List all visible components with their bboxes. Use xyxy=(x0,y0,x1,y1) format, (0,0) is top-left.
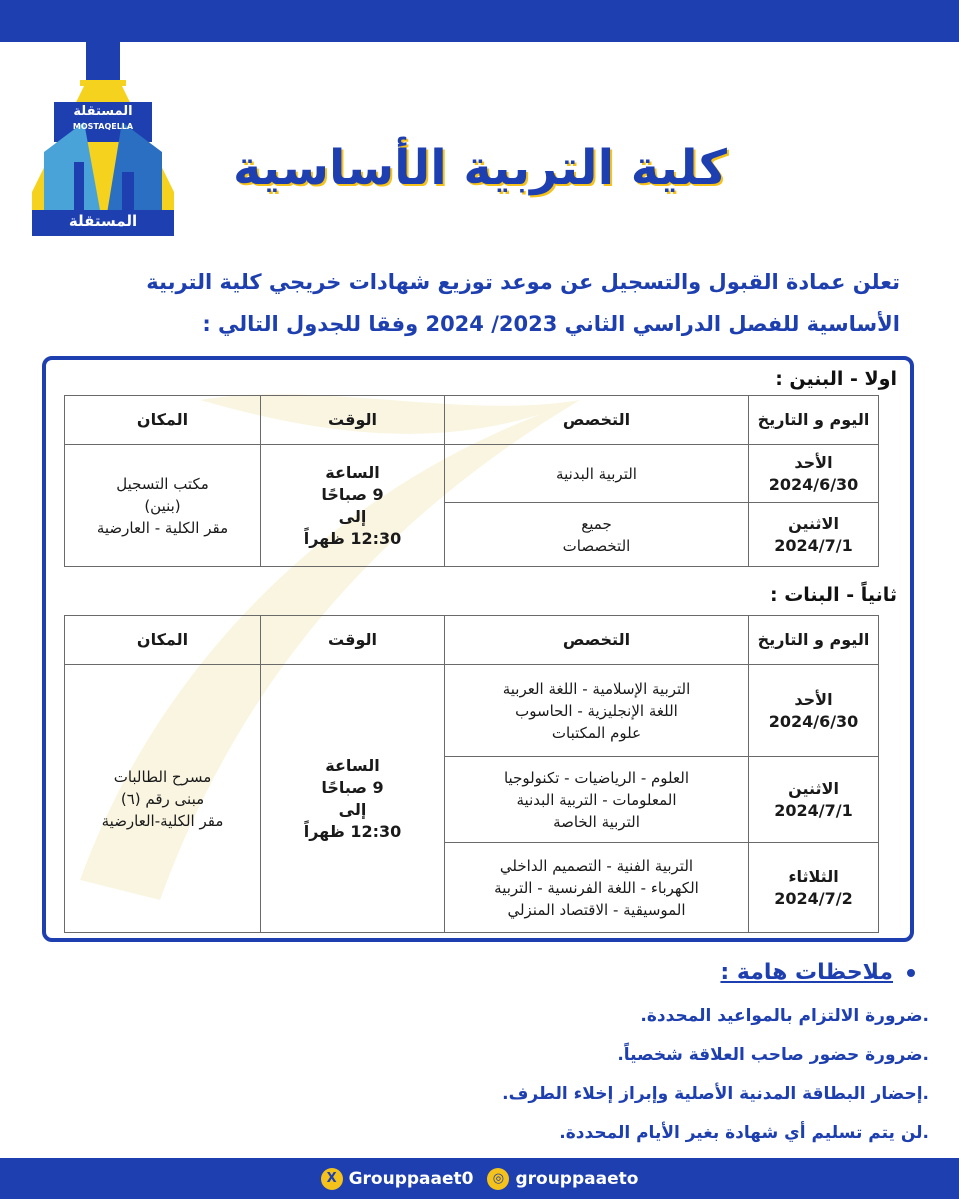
table-row xyxy=(65,665,879,757)
header-major: التخصص xyxy=(445,616,749,665)
girls-schedule-table xyxy=(64,615,879,933)
row-major: العلوم - الرياضيات - تكنولوجيا المعلومات - التربية البدنية التربية الخاصة xyxy=(445,757,749,843)
announcement-line-2: الأساسية للفصل الدراسي الثاني 2023/ 2024 وفقا للجدول التالي : xyxy=(202,312,900,336)
row-day: الأحد 2024/6/30 xyxy=(749,665,879,757)
header-major: التخصص xyxy=(445,396,749,445)
row-day: الثلاثاء 2024/7/2 xyxy=(749,843,879,933)
note-item: .ضرورة الالتزام بالمواعيد المحددة. xyxy=(640,1006,929,1026)
logo-top-subtext: MOSTAQELLA xyxy=(72,122,134,131)
notes-title-text: ملاحظات هامة : xyxy=(720,960,893,985)
header-day-date: اليوم و التاريخ xyxy=(749,616,879,665)
girls-time-cell: الساعة 9 صباحًا إلى 12:30 ظهراً xyxy=(261,665,445,933)
instagram-icon: ◎ xyxy=(487,1168,509,1190)
twitter-handle: Grouppaaet0 xyxy=(348,1168,474,1189)
mostaqella-logo xyxy=(24,42,182,246)
girls-section-title: ثانياً - البنات : xyxy=(769,584,897,606)
row-day: الأحد 2024/6/30 xyxy=(749,445,879,503)
notes-title xyxy=(720,960,915,985)
x-twitter-icon: X xyxy=(321,1168,343,1190)
header-time: الوقت xyxy=(261,616,445,665)
row-major: جميع التخصصات xyxy=(445,503,749,567)
college-title: كلية التربية الأساسية xyxy=(233,140,727,196)
boys-time-cell: الساعة 9 صباحًا إلى 12:30 ظهراً xyxy=(261,445,445,567)
boys-schedule-table xyxy=(64,395,879,567)
footer-bar xyxy=(0,1158,959,1199)
header-time: الوقت xyxy=(261,396,445,445)
logo-bottom-text: المستقلة xyxy=(68,212,138,230)
row-major: التربية الإسلامية - اللغة العربية اللغة الإنجليزية - الحاسوب علوم المكتبات xyxy=(445,665,749,757)
header-place: المكان xyxy=(65,396,261,445)
table-row xyxy=(65,445,879,503)
boys-section-title: اولا - البنين : xyxy=(775,368,897,390)
instagram-handle: grouppaaeto xyxy=(515,1168,639,1189)
header-place: المكان xyxy=(65,616,261,665)
row-day: الاثنين 2024/7/1 xyxy=(749,757,879,843)
instagram-link[interactable] xyxy=(487,1168,638,1190)
girls-place-cell: مسرح الطالبات مبنى رقم (٦) مقر الكلية-العارضية xyxy=(65,665,261,933)
announcement-line-1: تعلن عمادة القبول والتسجيل عن موعد توزيع شهادات خريجي كلية التربية xyxy=(146,270,900,294)
note-item: .إحضار البطاقة المدنية الأصلية وإبراز إخلاء الطرف. xyxy=(502,1084,929,1104)
logo-top-text: المستقلة xyxy=(73,104,133,119)
note-item: .لن يتم تسليم أي شهادة بغير الأيام المحددة. xyxy=(559,1123,929,1143)
boys-place-cell: مكتب التسجيل (بنين) مقر الكلية - العارضية xyxy=(65,445,261,567)
table-header-row xyxy=(65,396,879,445)
row-day: الاثنين 2024/7/1 xyxy=(749,503,879,567)
row-major: التربية البدنية xyxy=(445,445,749,503)
table-header-row xyxy=(65,616,879,665)
top-banner-bar xyxy=(0,0,959,42)
bullet-icon xyxy=(907,969,915,977)
note-item: .ضرورة حضور صاحب العلاقة شخصياً. xyxy=(617,1045,929,1065)
header-day-date: اليوم و التاريخ xyxy=(749,396,879,445)
twitter-link[interactable] xyxy=(321,1168,474,1190)
row-major: التربية الفنية - التصميم الداخلي الكهرباء - اللغة الفرنسية - التربية الموسيقية - الاقتصاد المنزلي xyxy=(445,843,749,933)
